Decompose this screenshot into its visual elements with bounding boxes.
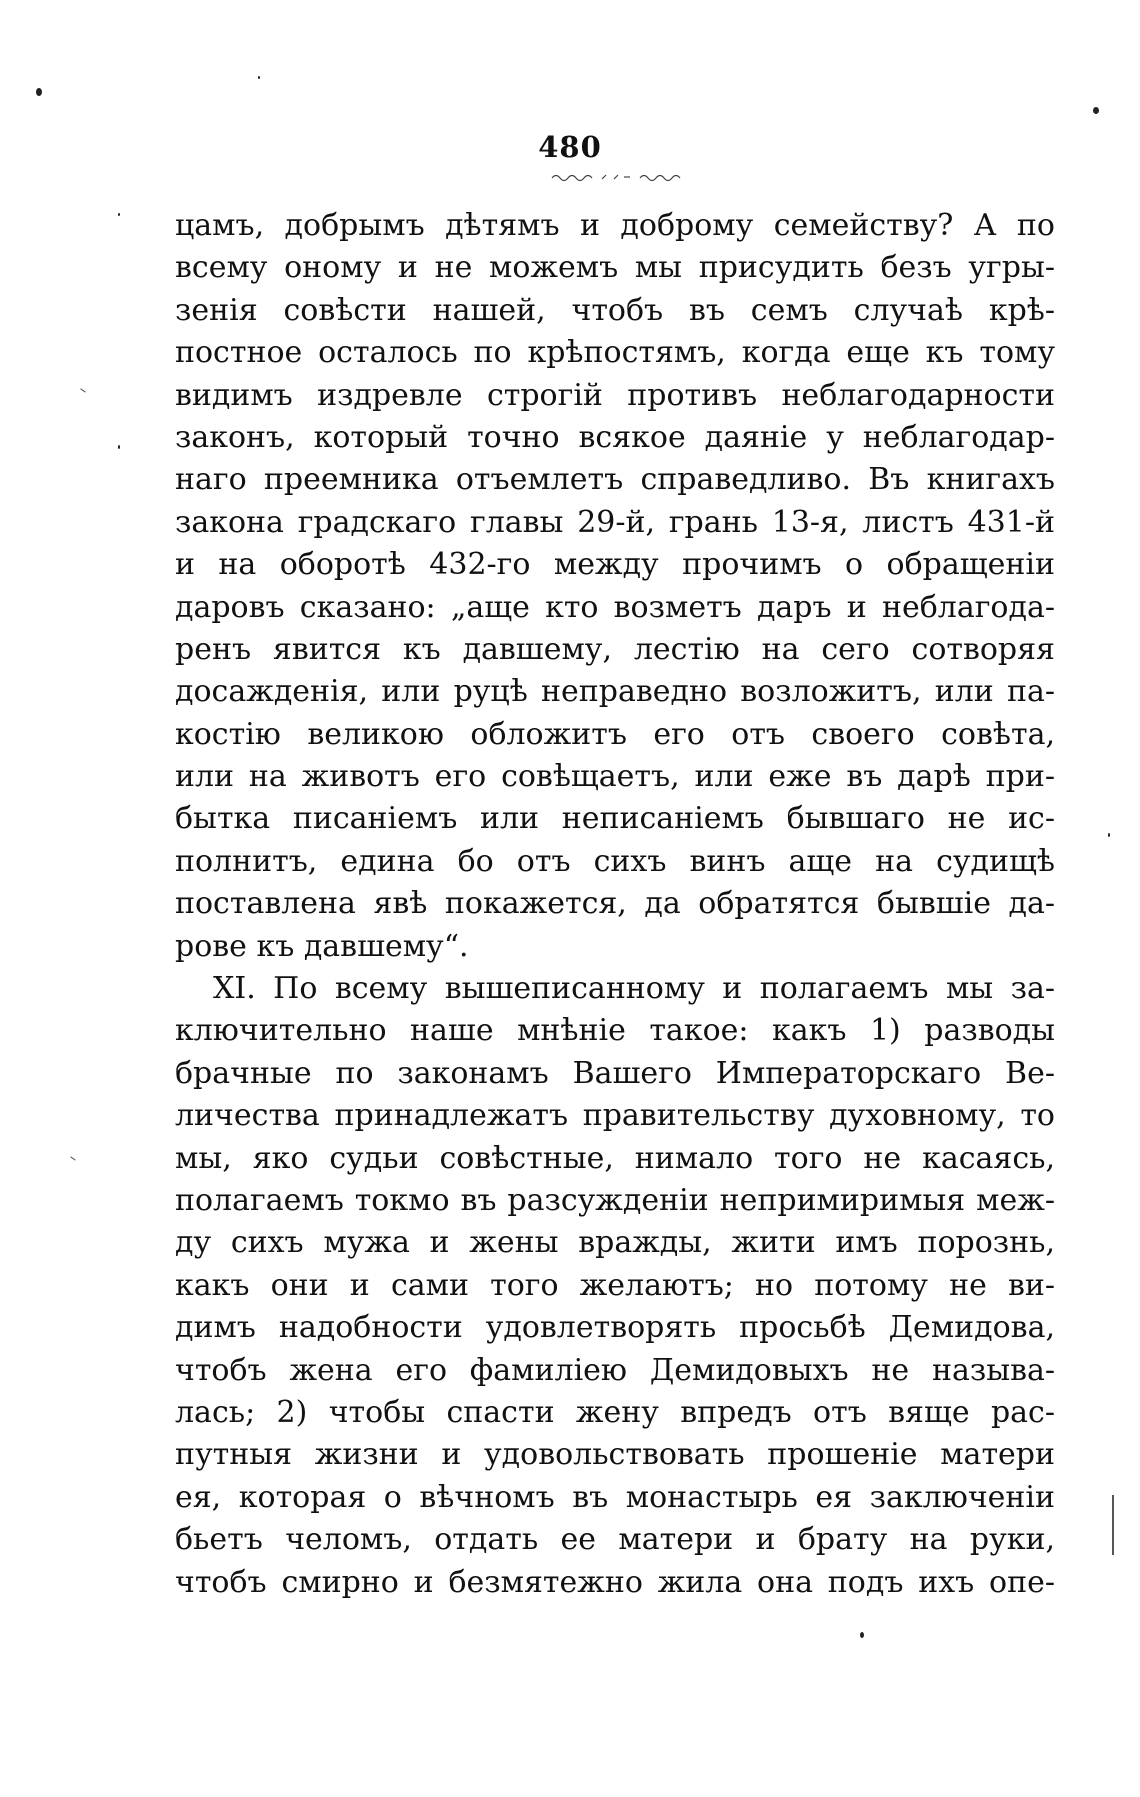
scan-speck [1108,833,1110,837]
text-line: XI. По всему вышеписанному и полагаемъ мы за- [213,971,1055,1007]
scan-mark [70,1156,75,1160]
text-line: ея, которая о вѣчномъ въ монастырь ея заключеніи [175,1479,1055,1515]
text-line: костію великою обложитъ его отъ своего совѣта, [175,716,1055,752]
text-line: полагаемъ токмо въ разсужденіи непримиримыя меж- [175,1182,1055,1218]
scan-speck [860,1632,864,1638]
text-line: и на оборотѣ 432-го между прочимъ о обращеніи [175,547,1055,583]
text-line: брачные по законамъ Вашего Императорскаго Ве- [175,1055,1055,1091]
text-line: постное осталось по крѣпостямъ, когда еще къ тому [175,335,1055,371]
text-line: ду сихъ мужа и жены вражды, жити имъ порознь, [175,1225,1055,1261]
scan-mark [80,388,85,392]
text-line: мы, яко судьи совѣстные, нимало того не касаясь, [175,1140,1055,1176]
text-line: лась; 2) чтобы спасти жену впредъ отъ вяще рас- [175,1394,1055,1430]
ornament-divider [550,170,690,184]
text-line: досажденія, или руцѣ неправедно возложитъ, или па- [175,674,1055,710]
text-line: видимъ издревле строгій противъ неблагодарности [175,377,1055,413]
scan-speck [1093,107,1099,114]
scan-speck [258,76,260,79]
scan-mark [1112,1495,1114,1555]
scan-speck [36,88,42,96]
scan-speck [118,445,120,449]
text-line: рове къ давшему“. [175,928,469,964]
text-line: или на животъ его совѣщаетъ, или еже въ дарѣ при- [175,759,1055,795]
text-line: путныя жизни и удовольствовать прошеніе матери [175,1437,1055,1473]
text-line: зенія совѣсти нашей, чтобъ въ семъ случаѣ крѣ- [175,292,1055,328]
text-line: закона градскаго главы 29-й, грань 13-я, листъ 431-й [175,504,1055,540]
page-number: 480 [538,130,602,164]
text-line: ренъ явится къ давшему, лестію на сего сотворяя [175,631,1055,667]
text-line: бьетъ челомъ, отдать ее матери и брату на руки, [175,1522,1055,1558]
text-line: чтобъ смирно и безмятежно жила она подъ ихъ опе- [175,1564,1055,1600]
text-line: наго преемника отъемлетъ справедливо. Въ книгахъ [175,462,1055,498]
text-line: чтобъ жена его фамиліею Демидовыхъ не называ- [175,1352,1055,1388]
text-line: поставлена явѣ покажется, да обратятся бывшіе да- [175,886,1055,922]
text-line: законъ, который точно всякое даяніе у неблагодар- [175,419,1055,455]
text-line: цамъ, добрымъ дѣтямъ и доброму семейству? А по [175,208,1055,243]
text-line: димъ надобности удовлетворять просьбѣ Демидова, [175,1310,1055,1346]
body-text [175,205,1055,1604]
text-line: личества принадлежатъ правительству духовному, то [175,1098,1055,1134]
text-line: бытка писаніемъ или неписаніемъ бывшаго не ис- [175,801,1055,837]
scan-speck [118,213,120,216]
text-line: полнитъ, едина бо отъ сихъ винъ аще на судищѣ [175,843,1055,879]
text-line: даровъ сказано: „аще кто возметъ даръ и неблагода- [175,589,1055,625]
text-line: ключительно наше мнѣніе такое: какъ 1) разводы [175,1013,1055,1049]
text-line: всему оному и не можемъ мы присудить безъ угры- [175,250,1055,286]
text-line: какъ они и сами того желаютъ; но потому не ви- [175,1267,1055,1303]
